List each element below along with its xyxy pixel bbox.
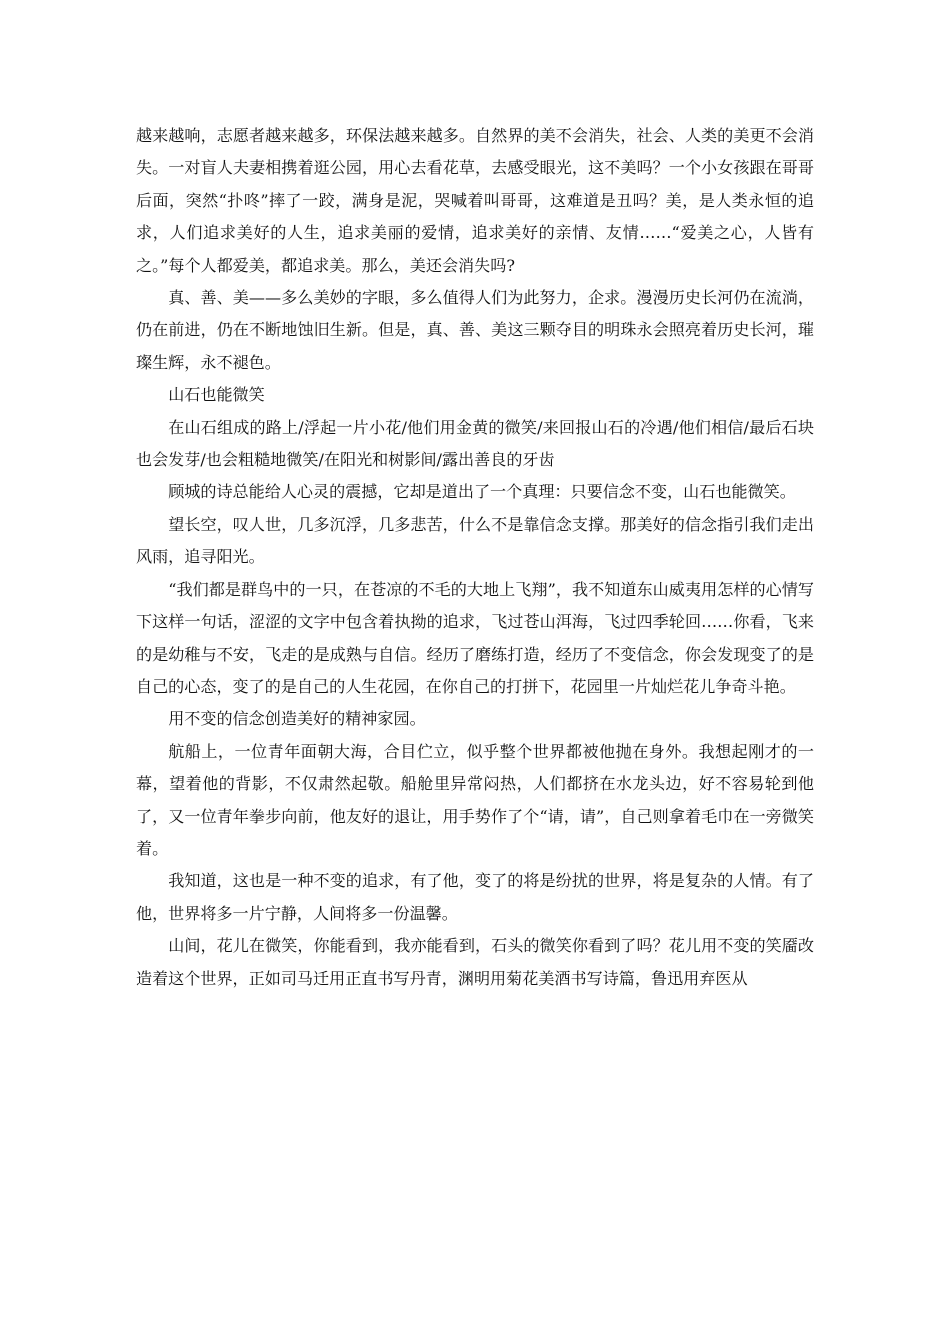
document-body — [136, 120, 814, 995]
paragraph: 我知道，这也是一种不变的追求，有了他，变了的将是纷扰的世界，将是复杂的人情。有了他，世界将多一片宁静，人间将多一份温馨。 — [136, 871, 814, 923]
paragraph: 用不变的信念创造美好的精神家园。 — [168, 709, 426, 729]
paragraph: 望长空，叹人世，几多沉浮，几多悲苦，什么不是靠信念支撑。那美好的信念指引我们走出风雨，追寻阳光。 — [136, 514, 814, 567]
paragraph: 真、善、美——多么美妙的字眼，多么值得人们为此努力，企求。漫漫历史长河仍在流淌，仍在前进，仍在不断地蚀旧生新。但是，真、善、美这三颗夺目的明珠永会照亮着历史长河，璀璨生辉，永不褪色。 — [136, 288, 814, 372]
paragraph: 航船上，一位青年面朝大海，合目伫立，似乎整个世界都被他抛在身外。我想起刚才的一幕，望着他的背影，不仅肃然起敬。船舱里异常闷热，人们都挤在水龙头边，好不容易轮到他了，又一位青年拳步向前，他友好的退让，用手势作了个“请，请”，自己则拿着毛巾在一旁微笑着。 — [136, 741, 814, 858]
section-heading: 山石也能微笑 — [168, 385, 265, 405]
paragraph: 顾城的诗总能给人心灵的震撼，它却是道出了一个真理：只要信念不变，山石也能微笑。 — [168, 482, 796, 502]
poem-quote: 在山石组成的路上/浮起一片小花/他们用金黄的微笑/来回报山石的冷遇/他们相信/最后石块也会发芽/也会粗糙地微笑/在阳光和树影间/露出善良的牙齿 — [136, 417, 814, 470]
paragraph: 山间，花儿在微笑，你能看到，我亦能看到，石头的微笑你看到了吗？花儿用不变的笑靥改造着这个世界，正如司马迁用正直书写丹青，渊明用菊花美酒书写诗篇，鲁迅用弃医从 — [136, 936, 814, 988]
paragraph-continued: 越来越响，志愿者越来越多，环保法越来越多。自然界的美不会消失，社会、人类的美更不会消失。一对盲人夫妻相携着逛公园，用心去看花草，去感受眼光，这不美吗？一个小女孩跟在哥哥后面，突然“扑咚”摔了一跤，满身是泥，哭喊着叫哥哥，这难道是丑吗？美，是人类永恒的追求，人们追求美好的人生，追求美丽的爱情，追求美好的亲情、友情……“爱美之心，人皆有之。”每个人都爱美，都追求美。那么，美还会消失吗? — [136, 126, 814, 275]
paragraph: “我们都是群鸟中的一只，在苍凉的不毛的大地上飞翔”，我不知道东山威夷用怎样的心情写下这样一句话，涩涩的文字中包含着执拗的追求，飞过苍山洱海，飞过四季轮回……你看，飞来的是幼稚与不安，飞走的是成熟与自信。经历了磨练打造，经历了不变信念，你会发现变了的是自己的心态，变了的是自己的人生花园，在你自己的打拼下，花园里一片灿烂花儿争奇斗艳。 — [136, 579, 814, 696]
